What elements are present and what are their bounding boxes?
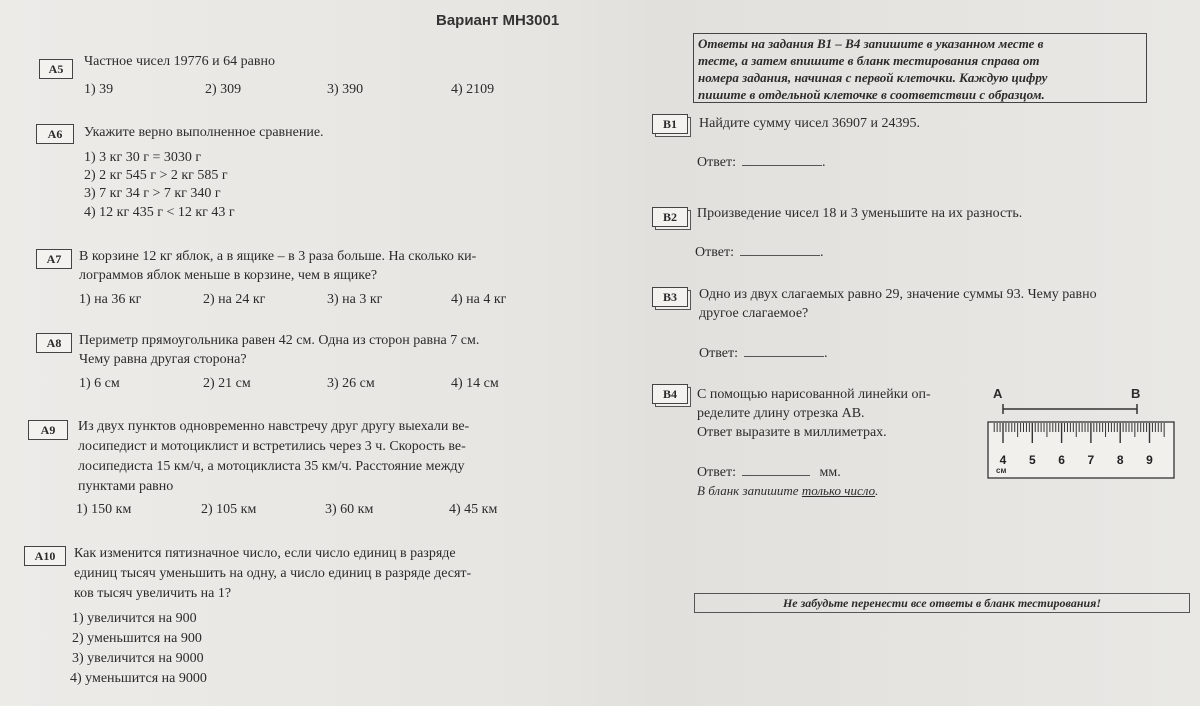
instructions-line-4: пишите в отдельной клеточке в соответствии с образцом. [698, 87, 1045, 102]
task-a6-tag: А6 [36, 124, 74, 144]
task-a7-tag: А7 [36, 249, 72, 269]
task-a10-option-2: 2) уменьшится на 900 [72, 631, 202, 646]
task-b1-answer-label: Ответ: [697, 155, 736, 170]
task-b1-question: Найдите сумму чисел 36907 и 24395. [699, 116, 920, 131]
task-a9-question-line-4: пунктами равно [78, 479, 174, 494]
instructions-line-2: тесте, а затем впишите в бланк тестирования справа от [698, 53, 1040, 68]
task-b3-tag: В3 [652, 287, 688, 307]
task-a7-option-2: 2) на 24 кг [203, 292, 266, 307]
task-a10-tag: А10 [24, 546, 66, 566]
task-a10-question-line-3: ков тысяч увеличить на 1? [74, 586, 232, 601]
task-b4-answer-label: Ответ: [697, 465, 736, 480]
task-a8-question-line-2: Чему равна другая сторона? [79, 352, 247, 367]
task-a8-option-2: 2) 21 см [203, 376, 251, 391]
instructions-line-3: номера задания, начиная с первой клеточки. Каждую цифру [698, 70, 1048, 85]
task-b3-answer-blank[interactable] [744, 344, 824, 357]
task-a9-question-line-1: Из двух пунктов одновременно навстречу друг другу выехали ве- [78, 419, 470, 434]
task-a9-option-4: 4) 45 км [449, 502, 498, 517]
task-a7-option-4: 4) на 4 кг [451, 292, 507, 307]
task-a5-option-1: 1) 39 [84, 82, 114, 97]
task-b1-tag: В1 [652, 114, 688, 134]
task-a8-option-1: 1) 6 см [79, 376, 120, 391]
task-a7-option-1: 1) на 36 кг [79, 292, 142, 307]
task-b3-answer: Ответ: . [699, 346, 828, 361]
task-a10-option-3: 3) увеличится на 9000 [72, 651, 204, 666]
task-a5-question: Частное чисел 19776 и 64 равно [84, 54, 275, 69]
task-b3-question-line-2: другое слагаемое? [699, 306, 809, 321]
task-a9-option-2: 2) 105 км [201, 502, 257, 517]
task-b2-question: Произведение чисел 18 и 3 уменьшите на их разность. [697, 206, 1023, 221]
task-a8-question-line-1: Периметр прямоугольника равен 42 см. Одна из сторон равна 7 см. [79, 333, 480, 348]
task-b4-answer [697, 463, 841, 481]
task-b4-blank-note [697, 483, 878, 499]
task-a8-tag: А8 [36, 333, 72, 353]
task-b4-note-suffix: . [875, 483, 879, 498]
task-a8-option-4: 4) 14 см [451, 376, 499, 391]
point-b-label: B [1131, 386, 1141, 401]
task-b4-question-line-1: С помощью нарисованной линейки оп- [697, 387, 931, 402]
ruler-number: 8 [1116, 453, 1124, 467]
task-b2-answer-label: Ответ: [695, 245, 734, 260]
task-b2-tag: В2 [652, 207, 688, 227]
task-b4-question-line-2: ределите длину отрезка АВ. [697, 406, 865, 421]
task-a10-option-4: 4) уменьшится на 9000 [70, 671, 207, 686]
segment-ab [1003, 404, 1137, 414]
task-a6-option-4: 4) 12 кг 435 г < 12 кг 43 г [84, 205, 235, 220]
ruler-unit-label: см [996, 466, 1007, 475]
instructions-box [693, 33, 1147, 103]
ruler-number: 6 [1058, 453, 1065, 467]
task-a6-option-3: 3) 7 кг 34 г > 7 кг 340 г [84, 186, 221, 201]
ruler-number: 7 [1087, 453, 1095, 467]
task-a7-option-3: 3) на 3 кг [327, 292, 383, 307]
point-a-label: A [993, 386, 1003, 401]
footer-reminder: Не забудьте перенести все ответы в бланк тестирования! [694, 593, 1190, 613]
task-a9-option-1: 1) 150 км [76, 502, 132, 517]
task-b4-note-underlined: только число [801, 483, 876, 498]
task-a10-question-line-1: Как изменится пятизначное число, если число единиц в разряде [74, 546, 456, 561]
task-a10-question-line-2: единиц тысяч уменьшить на одну, а число единиц в разряде десят- [74, 566, 472, 581]
task-b1-answer: Ответ: . [697, 155, 826, 170]
ruler-number: 5 [1028, 453, 1036, 467]
task-a9-question-line-2: лосипедист и мотоциклист и встретились через 3 ч. Скорость ве- [78, 439, 466, 454]
task-b4-note-prefix: В бланк запишите [697, 483, 802, 498]
task-a9-tag: А9 [28, 420, 68, 440]
task-a5-option-4: 4) 2109 [451, 82, 495, 97]
ruler-figure [986, 402, 1186, 482]
page-title: Вариант МН3001 [436, 12, 560, 29]
task-a6-question: Укажите верно выполненное сравнение. [84, 125, 324, 140]
task-b4-question-line-3: Ответ выразите в миллиметрах. [697, 425, 887, 440]
task-a10-option-1: 1) увеличится на 900 [72, 611, 197, 626]
task-b1-answer-blank[interactable] [742, 153, 822, 166]
ruler-number: 9 [1146, 453, 1153, 467]
task-b4-answer-blank[interactable] [742, 463, 810, 476]
task-a8-option-3: 3) 26 см [327, 376, 375, 391]
task-b4-unit: мм. [819, 465, 841, 480]
task-a9-question-line-3: лосипедиста 15 км/ч, а мотоциклиста 35 км/ч. Расстояние между [78, 459, 465, 474]
task-a6-option-1: 1) 3 кг 30 г = 3030 г [84, 150, 202, 165]
ruler-number: 4 [999, 453, 1007, 467]
task-a6-option-2: 2) 2 кг 545 г > 2 кг 585 г [84, 168, 228, 183]
task-b2-answer: Ответ: . [695, 245, 824, 260]
task-a9-option-3: 3) 60 км [325, 502, 374, 517]
task-a5-option-2: 2) 309 [205, 82, 242, 97]
task-a7-question-line-1: В корзине 12 кг яблок, а в ящике – в 3 раза больше. На сколько ки- [79, 249, 477, 264]
task-a7-question-line-2: лограммов яблок меньше в корзине, чем в ящике? [79, 268, 378, 283]
task-b4-tag: В4 [652, 384, 688, 404]
task-b2-answer-blank[interactable] [740, 243, 820, 256]
instructions-line-1: Ответы на задания В1 – В4 запишите в указанном месте в [698, 36, 1044, 51]
task-a5-tag: А5 [39, 59, 73, 79]
task-b3-question-line-1: Одно из двух слагаемых равно 29, значение суммы 93. Чему равно [699, 287, 1097, 302]
task-a5-option-3: 3) 390 [327, 82, 364, 97]
task-b3-answer-label: Ответ: [699, 346, 738, 361]
